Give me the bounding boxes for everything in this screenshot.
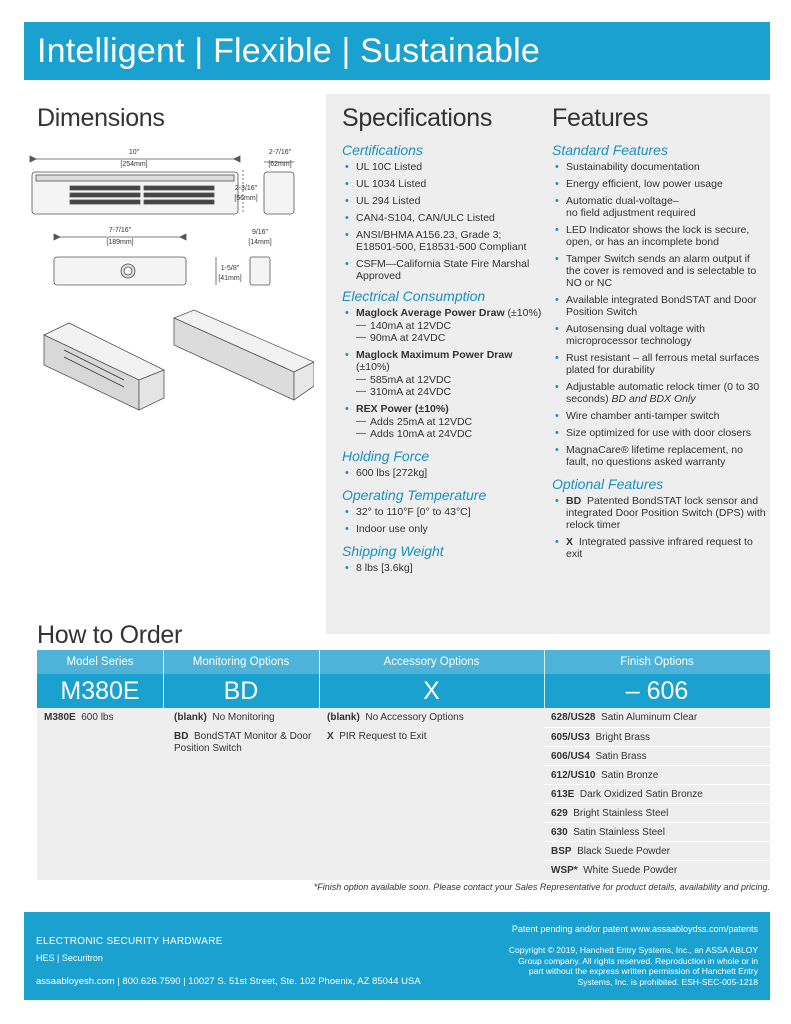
optional-feature-bd bbox=[552, 495, 767, 531]
header-model-series: Model Series bbox=[37, 650, 163, 674]
finish-desc: White Suede Powder bbox=[583, 865, 678, 876]
rex-power-label: REX Power (±10%) bbox=[356, 403, 449, 415]
finish-code: 606/US4 bbox=[551, 751, 590, 762]
header-monitoring-options: Monitoring Options bbox=[163, 650, 319, 674]
finish-option bbox=[544, 860, 770, 879]
specifications-column bbox=[342, 144, 542, 579]
finish-code: 613E bbox=[551, 789, 575, 800]
finish-desc: Satin Bronze bbox=[601, 770, 659, 781]
finish-option bbox=[544, 708, 770, 727]
feature-item: • LED Indicator shows the lock is secure, open, or has an incomplete bond bbox=[552, 224, 767, 248]
certifications-heading: Certifications bbox=[342, 142, 423, 158]
dimension-drawing bbox=[24, 140, 314, 430]
dim-plate-length: 7-7/16" bbox=[108, 227, 132, 234]
avg-draw-tolerance: (±10%) bbox=[504, 307, 542, 319]
rex-power-value: — Adds 10mA at 24VDC bbox=[342, 428, 542, 440]
max-draw-item bbox=[342, 349, 542, 373]
shipping-weight-heading: Shipping Weight bbox=[342, 543, 444, 559]
cert-item: • UL 10C Listed bbox=[342, 161, 542, 173]
temperature-heading: Operating Temperature bbox=[342, 487, 487, 503]
finish-code: 630 bbox=[551, 827, 568, 838]
how-to-order-heading: How to Order bbox=[37, 621, 183, 649]
code-finish: – 606 bbox=[544, 674, 770, 708]
code-accessory: X bbox=[319, 674, 544, 708]
dim-plate-length-mm: [189mm] bbox=[106, 239, 134, 246]
accessory-option bbox=[327, 731, 427, 743]
option-desc: PIR Request to Exit bbox=[339, 731, 427, 742]
dim-plate-height-mm: [41mm] bbox=[218, 275, 242, 282]
order-table bbox=[37, 650, 770, 880]
shipping-weight-item: • 8 lbs [3.6kg] bbox=[342, 562, 542, 574]
electrical-heading: Electrical Consumption bbox=[342, 288, 486, 304]
feature-item: • MagnaCare® lifetime replacement, no fault, no questions asked warranty bbox=[552, 444, 767, 468]
model-option bbox=[44, 712, 114, 724]
holding-force-item: • 600 lbs [272kg] bbox=[342, 467, 542, 479]
dim-depth-mm: [62mm] bbox=[268, 161, 292, 168]
finish-code: 612/US10 bbox=[551, 770, 596, 781]
temperature-item: • 32° to 110°F [0° to 43°C] bbox=[342, 506, 542, 518]
option-desc: No Monitoring bbox=[212, 712, 275, 723]
dim-height-mm: [56mm] bbox=[234, 195, 258, 202]
dim-length-mm: [254mm] bbox=[120, 161, 148, 168]
finish-desc: Bright Brass bbox=[595, 732, 650, 743]
finish-desc: Satin Aluminum Clear bbox=[601, 712, 698, 723]
feature-item: • Available integrated BondSTAT and Door Position Switch bbox=[552, 294, 767, 318]
feature-item bbox=[552, 381, 767, 405]
dim-plate-height: 1-5/8" bbox=[220, 265, 240, 272]
code-model: M380E bbox=[37, 674, 163, 708]
dim-plate-depth-mm: [14mm] bbox=[248, 239, 272, 246]
avg-draw-item bbox=[342, 307, 542, 319]
optional-text: Patented BondSTAT lock sensor and integrated Door Position Switch (DPS) with relock timer bbox=[566, 495, 766, 531]
standard-features-heading: Standard Features bbox=[552, 142, 668, 158]
finish-option bbox=[544, 841, 770, 860]
max-draw-value: — 585mA at 12VDC bbox=[342, 374, 542, 386]
finish-footnote: *Finish option available soon. Please contact your Sales Representative for product details, availability and pricing. bbox=[313, 882, 770, 892]
header-finish-options: Finish Options bbox=[544, 650, 770, 674]
title-banner bbox=[24, 22, 770, 80]
finish-desc: Bright Stainless Steel bbox=[573, 808, 669, 819]
finish-code: 628/US28 bbox=[551, 712, 596, 723]
option-code: X bbox=[327, 731, 334, 742]
holding-force-heading: Holding Force bbox=[342, 448, 430, 464]
option-code: (blank) bbox=[174, 712, 207, 723]
feature-item: • Rust resistant – all ferrous metal surfaces plated for durability bbox=[552, 352, 767, 376]
feature-item: • Energy efficient, low power usage bbox=[552, 178, 767, 190]
finish-desc: Black Suede Powder bbox=[577, 846, 670, 857]
relock-timer-text: Adjustable automatic relock timer (0 to 30 seconds) bbox=[566, 381, 760, 405]
finish-desc: Satin Stainless Steel bbox=[573, 827, 665, 838]
finish-option bbox=[544, 765, 770, 784]
option-desc: No Accessory Options bbox=[365, 712, 464, 723]
footer-brands: HES | Securitron bbox=[36, 953, 103, 963]
max-draw-label: Maglock Maximum Power Draw bbox=[356, 349, 513, 361]
finish-option bbox=[544, 727, 770, 746]
page-title: Intelligent | Flexible | Sustainable bbox=[37, 32, 541, 70]
features-column bbox=[552, 144, 767, 565]
dim-height: 2-3/16" bbox=[234, 185, 258, 192]
temperature-item: • Indoor use only bbox=[342, 523, 542, 535]
cert-item: • CSFM—California State Fire Marshal Approved bbox=[342, 258, 542, 282]
dim-plate-depth: 9/16" bbox=[251, 229, 269, 236]
rex-power-value: — Adds 25mA at 12VDC bbox=[342, 416, 542, 428]
finish-code: 629 bbox=[551, 808, 568, 819]
header-accessory-options: Accessory Options bbox=[319, 650, 544, 674]
avg-draw-label: Maglock Average Power Draw bbox=[356, 307, 505, 319]
feature-item: • Sustainability documentation bbox=[552, 161, 767, 173]
column-divider bbox=[544, 650, 545, 708]
monitoring-option bbox=[174, 731, 314, 755]
avg-draw-value: — 140mA at 12VDC bbox=[342, 320, 542, 332]
avg-draw-value: — 90mA at 24VDC bbox=[342, 332, 542, 344]
cert-item: • CAN4-S104, CAN/ULC Listed bbox=[342, 212, 542, 224]
option-desc: BondSTAT Monitor & Door Position Switch bbox=[174, 731, 312, 754]
footer-patent-link[interactable]: Patent pending and/or patent www.assaabloydss.com/patents bbox=[511, 924, 758, 934]
finish-option bbox=[544, 803, 770, 822]
feature-item: • Wire chamber anti-tamper switch bbox=[552, 410, 767, 422]
optional-code: X bbox=[566, 536, 574, 548]
footer-contact[interactable]: assaabloyesh.com | 800.626.7590 | 10027 S. 51st Street, Ste. 102 Phoenix, AZ 85044 USA bbox=[36, 976, 421, 987]
optional-text: Integrated passive infrared request to exit bbox=[566, 536, 753, 560]
finish-desc: Satin Brass bbox=[595, 751, 647, 762]
finish-desc: Dark Oxidized Satin Bronze bbox=[579, 789, 703, 800]
feature-item: • Tamper Switch sends an alarm output if the cover is removed and is selectable to NO or NC bbox=[552, 253, 767, 289]
option-code: M380E bbox=[44, 712, 76, 723]
relock-timer-note: BD and BDX Only bbox=[608, 393, 696, 405]
footer-category: ELECTRONIC SECURITY HARDWARE bbox=[36, 936, 223, 947]
cert-item: • UL 1034 Listed bbox=[342, 178, 542, 190]
accessory-option bbox=[327, 712, 464, 724]
finish-code: BSP bbox=[551, 846, 572, 857]
option-code: BD bbox=[174, 731, 189, 742]
option-desc: 600 lbs bbox=[81, 712, 114, 723]
footer bbox=[24, 912, 770, 1000]
footer-copyright: Copyright © 2019, Hanchett Entry Systems, Inc., an ASSA ABLOY Group company. All rights reserved. Reproduction in whole or in part without the express written permission of Hanchett Entry Systems, Inc. is prohibited. ESH-SEC-005-1218 bbox=[508, 945, 758, 987]
optional-code: BD bbox=[566, 495, 582, 507]
monitoring-option bbox=[174, 712, 275, 724]
rex-power-item bbox=[342, 403, 542, 415]
optional-feature-x bbox=[552, 536, 767, 560]
finish-option bbox=[544, 822, 770, 841]
cert-item: • ANSI/BHMA A156.23, Grade 3; E18501-500, E18531-500 Compliant bbox=[342, 229, 542, 253]
column-divider bbox=[163, 650, 164, 708]
dim-depth: 2-7/16" bbox=[268, 149, 292, 156]
optional-features-heading: Optional Features bbox=[552, 476, 664, 492]
feature-item: • Autosensing dual voltage with microprocessor technology bbox=[552, 323, 767, 347]
dim-length: 10" bbox=[128, 149, 140, 156]
finish-code: WSP* bbox=[551, 865, 578, 876]
max-draw-value: — 310mA at 24VDC bbox=[342, 386, 542, 398]
feature-item: • Size optimized for use with door closers bbox=[552, 427, 767, 439]
column-divider bbox=[319, 650, 320, 708]
finish-option bbox=[544, 784, 770, 803]
finish-option bbox=[544, 746, 770, 765]
dimensions-heading: Dimensions bbox=[37, 104, 165, 132]
code-monitoring: BD bbox=[163, 674, 319, 708]
features-heading: Features bbox=[552, 104, 649, 132]
option-code: (blank) bbox=[327, 712, 360, 723]
cert-item: • UL 294 Listed bbox=[342, 195, 542, 207]
feature-item: • Automatic dual-voltage– no field adjustment required bbox=[552, 195, 767, 219]
specifications-heading: Specifications bbox=[342, 104, 493, 132]
max-draw-tolerance: (±10%) bbox=[356, 361, 390, 373]
finish-code: 605/US3 bbox=[551, 732, 590, 743]
